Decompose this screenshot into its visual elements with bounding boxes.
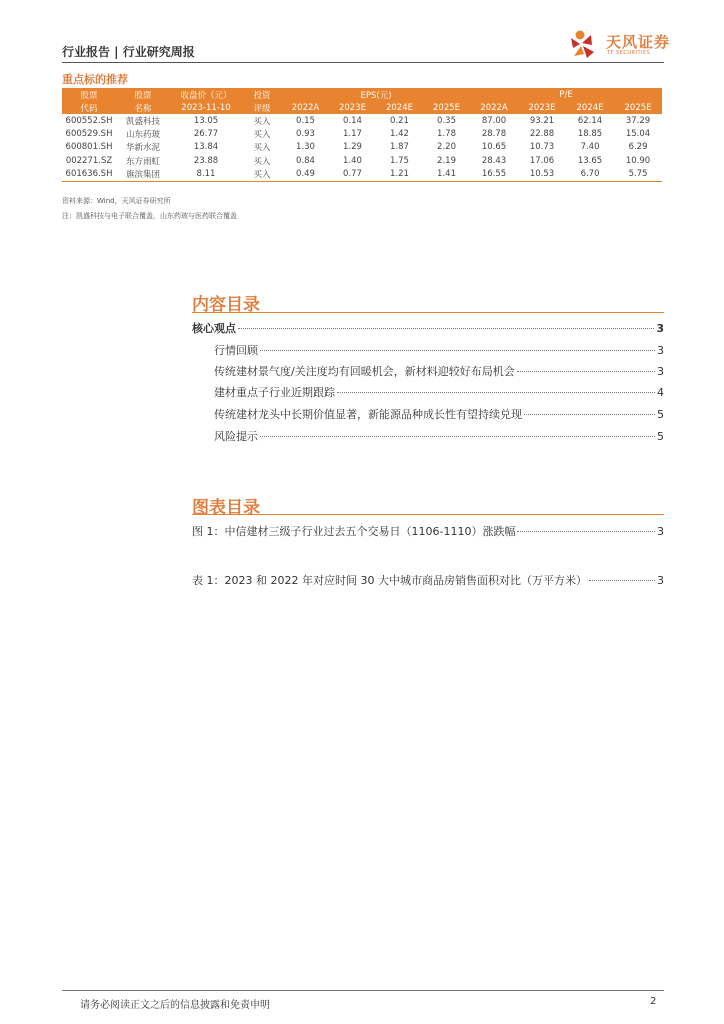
page-number: 2 xyxy=(650,996,657,1007)
toc-divider xyxy=(192,312,664,313)
table-cell: 13.65 xyxy=(577,155,603,166)
toc-leader xyxy=(337,392,655,393)
table-cell: 1.87 xyxy=(390,142,409,153)
toc-item-page: 3 xyxy=(657,365,664,378)
header-cell: 2024E xyxy=(566,101,614,114)
table-cell: 37.29 xyxy=(625,115,651,126)
table-cell: 10.73 xyxy=(529,142,555,153)
table-cell: 26.77 xyxy=(193,129,219,140)
table-cell: 10.90 xyxy=(625,155,651,166)
table-cell: 0.35 xyxy=(437,115,456,126)
table-cell: 买入 xyxy=(253,156,271,167)
header-cell: 股票 xyxy=(116,88,170,101)
toc-leader xyxy=(238,328,654,329)
table-cell: 0.21 xyxy=(390,115,409,126)
table-cell: 13.05 xyxy=(193,115,219,126)
table-cell: 1.21 xyxy=(376,168,423,182)
table-cell: 23.88 xyxy=(193,155,219,166)
header-cell-eps: EPS(元) xyxy=(282,88,470,101)
header-divider xyxy=(62,62,664,63)
figures-title: 图表目录 xyxy=(192,498,260,518)
table-cell: 2.19 xyxy=(437,155,456,166)
table-cell: 买入 xyxy=(253,116,271,127)
table-row xyxy=(62,127,662,140)
toc-item-label: 传统建材景气度/关注度均有回暖机会，新材料迎较好布局机会 xyxy=(214,365,515,378)
table-cell: 62.14 xyxy=(577,115,603,126)
header-cell: 2023E xyxy=(329,101,376,114)
brand-name: 天风证券 xyxy=(606,33,671,51)
toc-leader xyxy=(517,531,655,532)
report-type-label: 行业报告 | 行业研究周报 xyxy=(62,45,195,59)
header-cell: 收盘价（元） xyxy=(170,88,242,101)
table-title: 重点标的推荐 xyxy=(62,73,128,86)
toc-title: 内容目录 xyxy=(192,295,260,315)
toc-item-core-view[interactable] xyxy=(192,320,664,336)
table-cell: 买入 xyxy=(253,143,271,154)
table-cell: 1.42 xyxy=(390,129,409,140)
table-cell: 东方雨虹 xyxy=(125,156,160,167)
header-cell-pe: P/E xyxy=(470,88,662,101)
table-cell: 0.49 xyxy=(282,168,329,182)
table-cell: 山东药玻 xyxy=(125,130,160,141)
table-cell: 0.77 xyxy=(329,168,376,182)
table-item-page: 3 xyxy=(657,574,664,587)
header-cell: 名称 xyxy=(116,101,170,114)
table-cell: 旗滨集团 xyxy=(116,168,170,182)
table-cell: 5.75 xyxy=(614,168,662,182)
footer-divider xyxy=(62,990,664,991)
toc-item-label: 传统建材龙头中长期价值显著，新能源品种成长性有望持续兑现 xyxy=(214,408,522,421)
toc-item-page: 5 xyxy=(657,430,664,443)
table-cell: 2.20 xyxy=(437,142,456,153)
header-cell: 2025E xyxy=(423,101,470,114)
table-cell: 93.21 xyxy=(529,115,555,126)
table-cell: 002271.SZ xyxy=(65,155,113,166)
brand-subtitle: TF SECURITIES xyxy=(607,50,651,56)
table-note: 注：凯盛科技与电子联合覆盖，山东药玻与医药联合覆盖 xyxy=(62,212,237,220)
table-cell: 6.29 xyxy=(628,142,648,153)
table-cell: 买入 xyxy=(253,130,271,141)
header-cell: 代码 xyxy=(62,101,116,114)
table-item-1[interactable] xyxy=(192,572,664,588)
toc-item-page: 3 xyxy=(656,322,664,335)
table-cell: 17.06 xyxy=(529,155,555,166)
footer-disclaimer: 请务必阅读正文之后的信息披露和免责申明 xyxy=(80,1000,270,1011)
table-cell: 28.78 xyxy=(481,129,507,140)
table-cell: 18.85 xyxy=(577,129,603,140)
table-cell: 22.88 xyxy=(529,129,555,140)
table-cell: 1.75 xyxy=(390,155,409,166)
table-cell: 28.43 xyxy=(481,155,507,166)
header-cell: 2022A xyxy=(282,101,329,114)
table-cell: 1.30 xyxy=(296,142,315,153)
toc-item-market-review[interactable] xyxy=(214,342,664,358)
table-cell: 10.53 xyxy=(518,168,566,182)
table-cell: 0.15 xyxy=(296,115,315,126)
table-cell: 1.41 xyxy=(423,168,470,182)
table-body xyxy=(62,114,662,181)
table-cell: 0.84 xyxy=(296,155,315,166)
toc-item-label: 风险提示 xyxy=(214,430,258,443)
header-cell: 评级 xyxy=(242,101,282,114)
toc-item-label: 建材重点子行业近期跟踪 xyxy=(214,386,335,399)
figure-item-1[interactable] xyxy=(192,523,664,539)
table-cell: 600801.SH xyxy=(65,142,113,153)
table-row xyxy=(62,141,662,154)
table-cell: 1.29 xyxy=(343,142,362,153)
table-cell: 16.55 xyxy=(470,168,518,182)
header-cell: 2022A xyxy=(470,101,518,114)
table-cell: 7.40 xyxy=(580,142,600,153)
table-row xyxy=(62,154,662,167)
table-cell: 601636.SH xyxy=(62,168,116,182)
table-cell: 10.65 xyxy=(481,142,507,153)
table-cell: 600552.SH xyxy=(65,115,113,126)
header-cell: 投资 xyxy=(242,88,282,101)
toc-leader xyxy=(524,414,655,415)
toc-leader xyxy=(260,436,655,437)
table-cell: 凯盛科技 xyxy=(125,116,160,127)
toc-item-traditional-materials[interactable] xyxy=(214,363,664,379)
toc-leader xyxy=(260,350,655,351)
table-cell: 15.04 xyxy=(625,129,651,140)
table-source: 资料来源：Wind，天风证券研究所 xyxy=(62,197,171,205)
toc-item-subsector-tracking[interactable] xyxy=(214,384,664,400)
header-cell: 2025E xyxy=(614,101,662,114)
stock-recommendation-table xyxy=(62,88,662,182)
table-header-row-2 xyxy=(62,101,662,114)
header-cell: 2024E xyxy=(376,101,423,114)
table-cell: 买入 xyxy=(242,168,282,182)
table-cell: 0.14 xyxy=(343,115,362,126)
table-cell: 13.84 xyxy=(193,142,219,153)
table-cell: 6.70 xyxy=(566,168,614,182)
table-cell: 0.93 xyxy=(296,129,315,140)
table-row xyxy=(62,114,662,127)
toc-item-page: 5 xyxy=(657,408,664,421)
table-item-label: 表 1：2023 和 2022 年对应时间 30 大中城市商品房销售面积对比（万平方米） xyxy=(192,574,587,587)
table-header-row-1 xyxy=(62,88,662,101)
toc-leader xyxy=(517,371,655,372)
toc-item-page: 3 xyxy=(657,344,664,357)
table-cell: 1.40 xyxy=(343,155,362,166)
toc-item-label: 行情回顾 xyxy=(214,344,258,357)
table-cell: 600529.SH xyxy=(65,129,113,140)
toc-item-label: 核心观点 xyxy=(192,322,236,335)
table-cell: 87.00 xyxy=(481,115,507,126)
toc-item-leader-value[interactable] xyxy=(214,406,664,422)
table-cell: 华新水泥 xyxy=(125,143,160,154)
table-cell: 1.78 xyxy=(437,129,456,140)
figures-divider xyxy=(192,514,664,515)
header-cell: 2023-11-10 xyxy=(170,101,242,114)
toc-leader xyxy=(589,580,655,581)
toc-item-page: 4 xyxy=(657,386,664,399)
header-cell: 2023E xyxy=(518,101,566,114)
figure-item-label: 图 1：中信建材三级子行业过去五个交易日（1106-1110）涨跌幅 xyxy=(192,525,516,538)
table-cell: 1.17 xyxy=(343,129,362,140)
figure-item-page: 3 xyxy=(657,525,664,538)
toc-item-risk-warning[interactable] xyxy=(214,428,664,444)
header-cell: 股票 xyxy=(62,88,116,101)
table-cell: 8.11 xyxy=(170,168,242,182)
table-row xyxy=(62,168,662,182)
